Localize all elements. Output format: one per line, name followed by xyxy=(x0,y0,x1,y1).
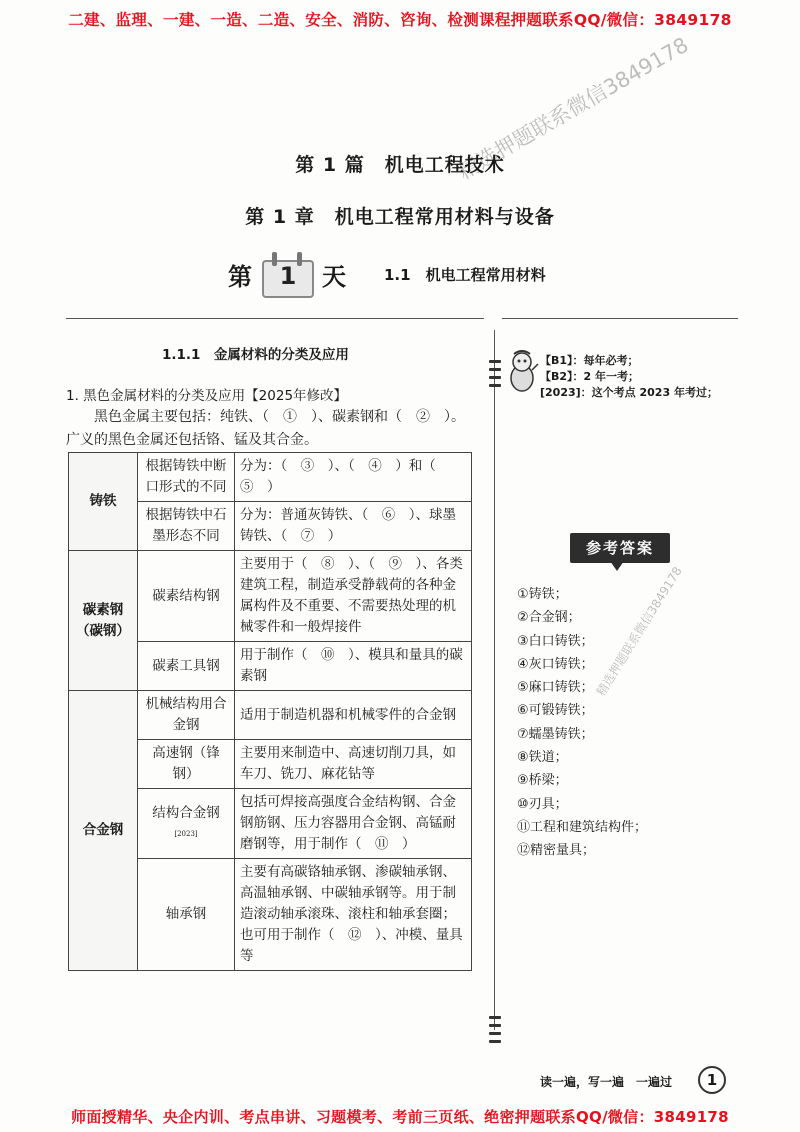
subcategory-cell: 机械结构用合金钢 xyxy=(138,691,235,740)
day-number: 1 xyxy=(279,262,297,290)
table-row xyxy=(69,453,472,502)
frame-center-divider xyxy=(494,330,495,1030)
list-item: ⑥可锻铸铁； xyxy=(517,703,594,719)
year-tag: [2023] xyxy=(174,829,198,838)
list-item: ③白口铸铁； xyxy=(517,633,594,649)
intro-line-1: 黑色金属主要包括：纯铁、（ ① ）、碳素钢和（ ② ）。 xyxy=(66,409,465,425)
intro-paragraph xyxy=(66,406,476,452)
subcategory-cell: 轴承钢 xyxy=(138,859,235,971)
description-cell: 主要用于（ ⑧ ）、（ ⑨ ）、各类建筑工程，制造承受静载荷的各种金属构件及不重要、不需要热处理的机械零件和一般焊接件 xyxy=(235,551,472,642)
list-item: ⑪工程和建筑结构件； xyxy=(517,819,648,835)
subsection-title: 1.1.1 金属材料的分类及应用 xyxy=(162,347,349,363)
spiral-binding-upper xyxy=(489,360,501,392)
heading-ferrous-metals: 1. 黑色金属材料的分类及应用【2025年修改】 xyxy=(66,388,348,404)
calendar-icon xyxy=(262,252,312,296)
watermark-small: 精选押题联系微信3849178 xyxy=(593,564,685,699)
description-cell: 主要用来制造中、高速切削刀具，如车刀、铣刀、麻花钻等 xyxy=(235,740,472,789)
category-carbon-steel: 碳素钢（碳钢） xyxy=(69,551,138,691)
list-item: ⑨桥梁； xyxy=(517,773,568,789)
list-item: ④灰口铸铁； xyxy=(517,656,594,672)
list-item: ⑩刃具； xyxy=(517,796,568,812)
table-row xyxy=(69,691,472,740)
list-item: ②合金钢； xyxy=(517,610,581,626)
list-item: ⑤麻口铸铁； xyxy=(517,680,594,696)
intro-line-2: 广义的黑色金属还包括铬、锰及其合金。 xyxy=(66,432,318,448)
materials-table xyxy=(68,452,472,971)
day-prefix: 第 xyxy=(228,261,252,291)
answer-title: 参考答案 xyxy=(570,533,670,563)
subcategory-cell: 根据铸铁中断口形式的不同 xyxy=(138,453,235,502)
answer-banner-tail xyxy=(610,561,624,571)
description-cell: 用于制作（ ⑩ ）、模具和量具的碳素钢 xyxy=(235,642,472,691)
top-banner: 二建、监理、一建、一造、二造、安全、消防、咨询、检测课程押题联系QQ/微信：3849178 xyxy=(68,11,732,29)
list-item: ⑧铁道； xyxy=(517,750,568,766)
part-title: 第 1 篇 机电工程技术 xyxy=(295,154,505,176)
category-alloy-steel: 合金钢 xyxy=(69,691,138,971)
category-cast-iron: 铸铁 xyxy=(69,453,138,551)
spiral-binding-lower xyxy=(489,1016,501,1048)
note-2023: [2023]：这个考点 2023 年考过； xyxy=(540,386,718,399)
chapter-title: 第 1 章 机电工程常用材料与设备 xyxy=(245,206,555,228)
note-b2: 【B2】：2 年一考； xyxy=(540,370,640,383)
frame-top-line-right xyxy=(502,318,738,319)
frame-top-line-left xyxy=(66,318,484,319)
subcategory-cell: 碳素结构钢 xyxy=(138,551,235,642)
subcategory-cell: 碳素工具钢 xyxy=(138,642,235,691)
day-suffix: 天 xyxy=(322,261,346,291)
list-item: ⑫精密量具； xyxy=(517,843,596,859)
page-number: 1 xyxy=(698,1066,726,1094)
watermark-main: 精选押题联系微信3849178 xyxy=(454,32,693,185)
answer-list xyxy=(517,583,647,863)
mascot-icon xyxy=(504,350,540,394)
list-item: ①铸铁； xyxy=(517,587,568,602)
subcategory-cell: 根据铸铁中石墨形态不同 xyxy=(138,502,235,551)
day-heading xyxy=(228,246,546,302)
description-cell: 主要有高碳铬轴承钢、渗碳轴承钢、高温轴承钢、中碳轴承钢等。用于制造滚动轴承滚珠、滚柱和轴承套圈；也可用于制作（ ⑫ ）、冲模、量具等 xyxy=(235,859,472,971)
description-cell: 适用于制造机器和机械零件的合金钢 xyxy=(235,691,472,740)
subcategory-cell xyxy=(138,789,235,859)
description-cell: 包括可焊接高强度合金结构钢、合金钢筋钢、压力容器用合金钢、高锰耐磨钢等，用于制作（ ⑪ ） xyxy=(235,789,472,859)
note-b1: 【B1】：每年必考； xyxy=(540,354,639,367)
legend-notes xyxy=(540,353,718,401)
section-title: 1.1 机电工程常用材料 xyxy=(384,265,546,284)
bottom-banner: 师面授精华、央企内训、考点串讲、习题模考、考前三页纸、绝密押题联系QQ/微信：3849178 xyxy=(71,1108,729,1126)
table-row xyxy=(69,551,472,642)
subcategory-label: 结构合金钢 xyxy=(152,804,220,821)
footer-slogan: 读一遍，写一遍 一遍过 xyxy=(540,1075,673,1089)
subcategory-cell: 高速钢（锋钢） xyxy=(138,740,235,789)
list-item: ⑦蠕墨铸铁； xyxy=(517,726,594,742)
description-cell: 分为：（ ③ ）、（ ④ ）和（ ⑤ ） xyxy=(235,453,472,502)
description-cell: 分为：普通灰铸铁、（ ⑥ ）、球墨铸铁、（ ⑦ ） xyxy=(235,502,472,551)
